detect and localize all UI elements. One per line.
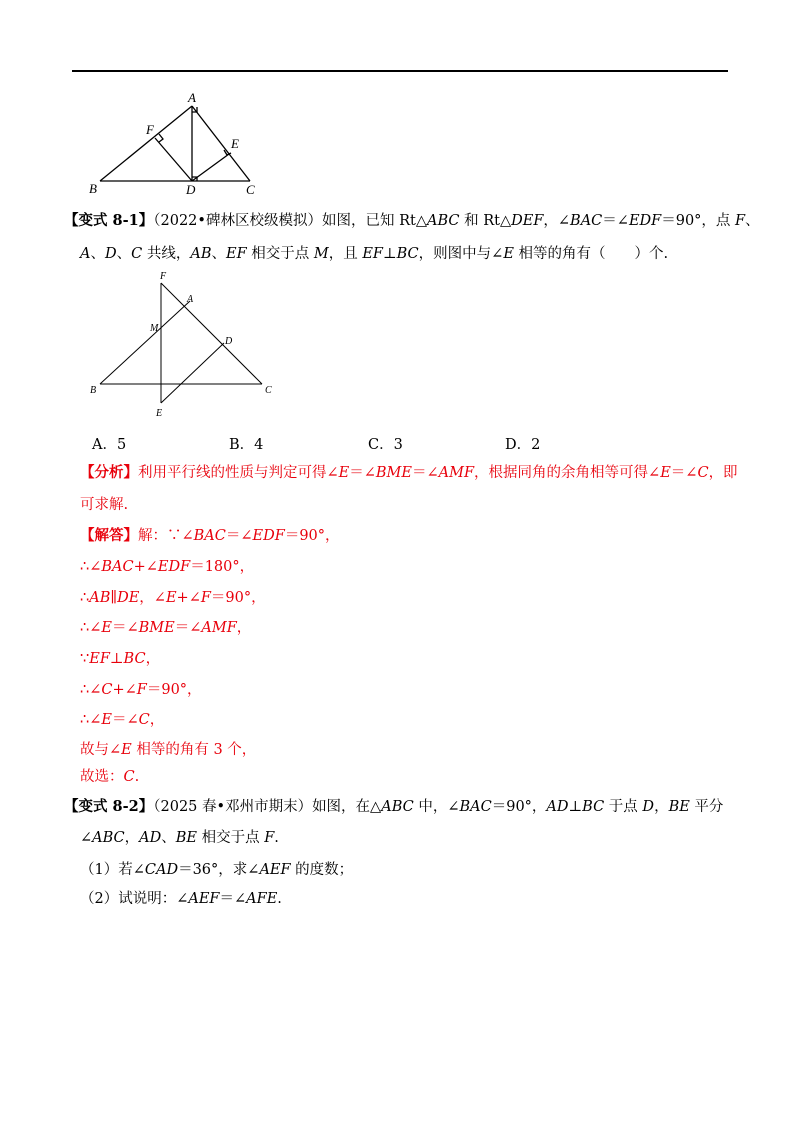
q81-text: 、 [745,213,760,229]
solution-line-3 [80,588,266,608]
q82-text: AD [139,830,162,846]
fig1-label-c: C [246,182,255,197]
q82-text: F [264,830,275,846]
analysis-text: BME [375,465,412,481]
q81-text: DEF [511,213,544,229]
analysis-text: AMF [438,465,475,481]
solution-text: ， [145,651,161,667]
q81-text: 和 Rt△ [459,213,512,229]
q82-text: ABC [92,830,125,846]
q82-part-2 [80,889,282,909]
solution-text: ∴ [80,590,90,606]
option-d: D．2 [505,437,541,453]
analysis-line-1 [80,463,738,483]
solution-text: E [101,712,112,728]
q81-text: ，且 [328,246,363,262]
q81-text: F [735,213,746,229]
q81-text: 如图，已知 Rt△ [321,213,427,229]
q81-text: A [80,246,91,262]
solution-text: 故选： [80,769,124,785]
solution-text: EF [89,651,110,667]
q81-line-1 [64,211,760,231]
q81-text: BAC [570,213,603,229]
solution-text: ∴∠ [80,620,102,636]
q82-source: （2025 春•邓州市期末） [153,799,313,815]
option-a: A．5 [92,437,127,453]
solution-text: ， [236,620,252,636]
q81-text: M [313,246,329,262]
figure-2-triangles [86,268,286,422]
solution-text: C [138,712,150,728]
q81-text: 、 [116,246,132,262]
q81-text: EDF [628,213,662,229]
q81-text: BC [396,246,419,262]
fig2-label-b: B [90,385,97,396]
analysis-text: E [660,465,671,481]
option-b: B．4 [229,437,264,453]
q82-text: BAC [459,799,492,815]
solution-text: 相等的角有 3 个， [131,742,257,758]
solution-text: BAC [101,559,134,575]
analysis-line-2: 可求解. [80,497,129,513]
solution-text: ∥ [110,590,118,606]
q82-text: 平分 [689,799,724,815]
q82-line-1 [64,797,723,817]
fig1-label-d: D [186,182,196,197]
solution-text: ＝∠ [111,620,139,636]
solution-text: ＝∠ [111,712,139,728]
q82-part-1 [80,860,353,880]
q82-text: AEF [188,891,220,907]
q81-text: E [503,246,514,262]
solution-line-1 [80,526,340,546]
solution-text: +∠ [133,559,158,575]
analysis-text: E [338,465,350,481]
header-rule [72,70,728,72]
solution-text: +∠ [112,682,137,698]
solution-text: EDF [252,528,285,544]
q82-text: ∠ [80,830,93,846]
q82-text: BE [668,799,690,815]
fig1-label-b: B [89,181,97,196]
solution-text: AB [89,590,111,606]
analysis-text: C [697,465,709,481]
q82-text: ABC [381,799,414,815]
fig2-label-c: C [265,385,272,396]
q82-text: ＝∠ [219,891,247,907]
q81-text: 相等的角有（ ）个. [513,246,669,262]
q82-text: . [277,891,282,907]
solution-text: ＝90°， [146,682,202,698]
q82-text: AEF [259,862,291,878]
solution-text: ∵ [80,651,90,667]
q82-text: 中，∠ [413,799,460,815]
solution-text: DE [117,590,140,606]
solution-text: C [123,769,135,785]
q81-text: ABC [426,213,460,229]
fig1-label-f: F [146,122,154,137]
solution-text: ∴∠ [80,682,102,698]
q82-text: （1）若∠ [80,862,145,878]
analysis-text: ＝∠ [349,465,376,481]
q82-text: 相交于点 [197,830,265,846]
solution-text: F [136,682,147,698]
q81-text: C [131,246,143,262]
solution-text: ， [149,712,165,728]
solution-text: BME [138,620,175,636]
q81-text: EF [362,246,383,262]
solution-text: . [134,769,140,785]
q82-text: 的度数； [290,862,354,878]
solution-text: BC [123,651,146,667]
fig2-label-f: F [160,271,167,282]
solution-text: ＝90°， [284,528,340,544]
fig1-label-a: A [188,92,196,105]
solution-line-5 [80,649,160,669]
solution-text: EDF [157,559,191,575]
q82-text: ＝90°， [491,799,547,815]
solution-tag: 【解答】 [80,527,138,544]
solution-text: ＝90°， [210,590,266,606]
q81-text: D [104,246,117,262]
q82-text: 如图，在△ [312,799,382,815]
solution-text: E [165,590,177,606]
q81-text: 、 [90,246,105,262]
q82-text: BC [582,799,605,815]
solution-text: ⊥ [109,651,124,667]
analysis-text: 利用平行线的性质与判定可得∠ [138,465,339,481]
solution-text: E [101,620,112,636]
q81-text: ＝90°，点 [661,213,736,229]
solution-line-7 [80,710,164,730]
fig2-label-d: D [225,336,233,347]
q81-text: ⊥ [382,246,397,262]
q81-text: ＝∠ [602,213,629,229]
q82-text: . [274,830,279,846]
q81-line-2 [80,244,668,264]
option-c: C．3 [368,437,403,453]
solution-line-9 [80,767,139,787]
solution-text: 故与∠ [80,742,122,758]
q81-text: 、 [211,246,226,262]
solution-text: F [200,590,211,606]
solution-text: 解：∵∠ [138,528,194,544]
q81-text: AB [190,246,212,262]
solution-text: BAC [193,528,226,544]
q81-text: 共线， [142,246,191,262]
q82-text: AFE [246,891,278,907]
fig1-label-e: E [231,136,239,151]
q82-text: ＝36°，求∠ [178,862,260,878]
solution-line-4 [80,618,251,638]
solution-text: AMF [201,620,237,636]
fig2-label-m: M [150,323,159,334]
solution-text: ＝∠ [174,620,202,636]
solution-line-8 [80,740,256,760]
q82-text: 、 [161,830,176,846]
figure-1-right-triangle [88,92,268,200]
solution-text: ∴∠ [80,712,102,728]
solution-text: C [101,682,113,698]
q81-text: ，∠ [543,213,571,229]
q82-text: AD [546,799,569,815]
solution-text: +∠ [176,590,201,606]
analysis-text: ，即 [708,465,738,481]
fig2-label-a: A [187,294,194,305]
q82-text: ， [654,799,669,815]
analysis-text: ＝∠ [412,465,439,481]
q81-tag: 【变式 8-1】 [64,212,154,229]
q82-text: （2）试说明：∠ [80,891,189,907]
q82-text: ⊥ [568,799,583,815]
solution-line-2 [80,557,254,577]
q81-text: ，则图中与∠ [418,246,504,262]
q82-tag: 【变式 8-2】 [64,798,154,815]
q82-text: D [642,799,655,815]
analysis-text: ，根据同角的余角相等可得∠ [474,465,661,481]
solution-text: ∴∠ [80,559,102,575]
solution-text: ＝180°， [190,559,255,575]
q81-text: EF [225,246,247,262]
q82-text: CAD [144,862,179,878]
q82-text: 于点 [604,799,643,815]
q82-text: ， [124,830,140,846]
analysis-text: ＝∠ [670,465,698,481]
q82-line-2 [80,828,279,848]
solution-text: E [121,742,132,758]
fig2-label-e: E [156,408,163,419]
q82-text: BE [175,830,198,846]
analysis-tag: 【分析】 [80,464,138,481]
q81-source: （2022•碑林区校级模拟） [153,213,322,229]
solution-text: ＝∠ [225,528,253,544]
solution-text: ，∠ [139,590,166,606]
q81-text: 相交于点 [246,246,314,262]
solution-line-6 [80,680,202,700]
